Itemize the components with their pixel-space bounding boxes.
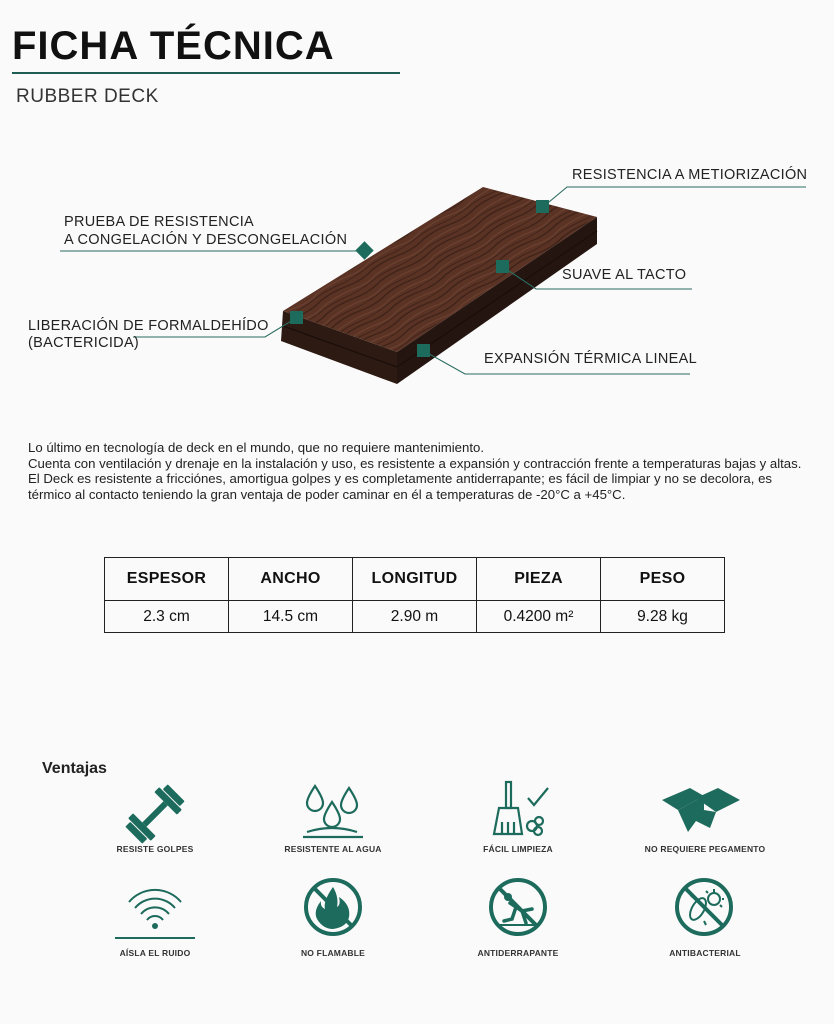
title-underline — [12, 72, 400, 74]
value-espesor: 2.3 cm — [105, 601, 229, 633]
sound-waves-icon — [115, 880, 195, 944]
page-title: FICHA TÉCNICA — [12, 24, 335, 68]
callout-formaldehido-line1: LIBERACIÓN DE FORMALDEHÍDO — [28, 318, 269, 334]
specs-table — [104, 557, 725, 633]
callout-suave: SUAVE AL TACTO — [562, 267, 687, 283]
advantage-label: NO REQUIERE PEGAMENTO — [644, 844, 766, 854]
header-espesor: ESPESOR — [105, 558, 229, 601]
callout-congelacion-line1: PRUEBA DE RESISTENCIA — [64, 214, 255, 230]
specs-value-row — [105, 601, 725, 633]
advantage-label: RESISTENTE AL AGUA — [284, 844, 382, 854]
advantage-label: AÍSLA EL RUIDO — [119, 948, 191, 958]
deck-board-illustration — [0, 150, 834, 390]
product-subtitle: RUBBER DECK — [16, 86, 159, 107]
specs-header-row — [105, 558, 725, 601]
description-line: Lo último en tecnología de deck en el mundo, que no requiere mantenimiento. — [28, 440, 484, 455]
callout-expansion: EXPANSIÓN TÉRMICA LINEAL — [484, 351, 697, 367]
header-ancho: ANCHO — [229, 558, 353, 601]
value-ancho: 14.5 cm — [229, 601, 353, 633]
callout-formaldehido-line2: (BACTERICIDA) — [28, 335, 140, 351]
callout-metiorizacion: RESISTENCIA A METIORIZACIÓN — [572, 167, 808, 183]
header-peso: PESO — [601, 558, 725, 601]
marker-metiorizacion — [536, 200, 549, 213]
header-pieza: PIEZA — [477, 558, 601, 601]
interlock-icon — [660, 780, 740, 844]
header-longitud: LONGITUD — [353, 558, 477, 601]
broom-icon — [482, 778, 562, 842]
dumbbell-icon — [115, 784, 195, 848]
advantage-label: ANTIDERRAPANTE — [477, 948, 559, 958]
description-line: El Deck es resistente a fricciónes, amortigua golpes y es completamente antiderrapante; es fácil de limpiar y no se decolora, es térmico al contacto teniendo la gran ventaja de poder caminar en él a temperaturas de -20°C a +45°C. — [28, 471, 772, 502]
no-fire-icon — [293, 875, 373, 939]
product-description — [28, 440, 818, 502]
marker-formaldehido — [290, 311, 303, 324]
marker-expansion — [417, 344, 430, 357]
callout-congelacion-line2: A CONGELACIÓN Y DESCONGELACIÓN — [64, 232, 348, 248]
description-line: Cuenta con ventilación y drenaje en la instalación y uso, es resistente a expansión y contracción frente a temperaturas bajas y altas. — [28, 455, 802, 471]
no-slip-icon — [478, 875, 558, 939]
advantage-label: ANTIBACTERIAL — [669, 948, 741, 958]
advantage-label: NO FLAMABLE — [300, 948, 366, 958]
no-bacteria-icon — [664, 875, 744, 939]
value-peso: 9.28 kg — [601, 601, 725, 633]
water-drops-icon — [293, 780, 373, 844]
value-longitud: 2.90 m — [353, 601, 477, 633]
value-pieza: 0.4200 m² — [477, 601, 601, 633]
advantage-label: FÁCIL LIMPIEZA — [483, 844, 553, 854]
marker-suave — [496, 260, 509, 273]
ventajas-heading: Ventajas — [42, 760, 107, 777]
advantage-label: RESISTE GOLPES — [116, 844, 194, 854]
